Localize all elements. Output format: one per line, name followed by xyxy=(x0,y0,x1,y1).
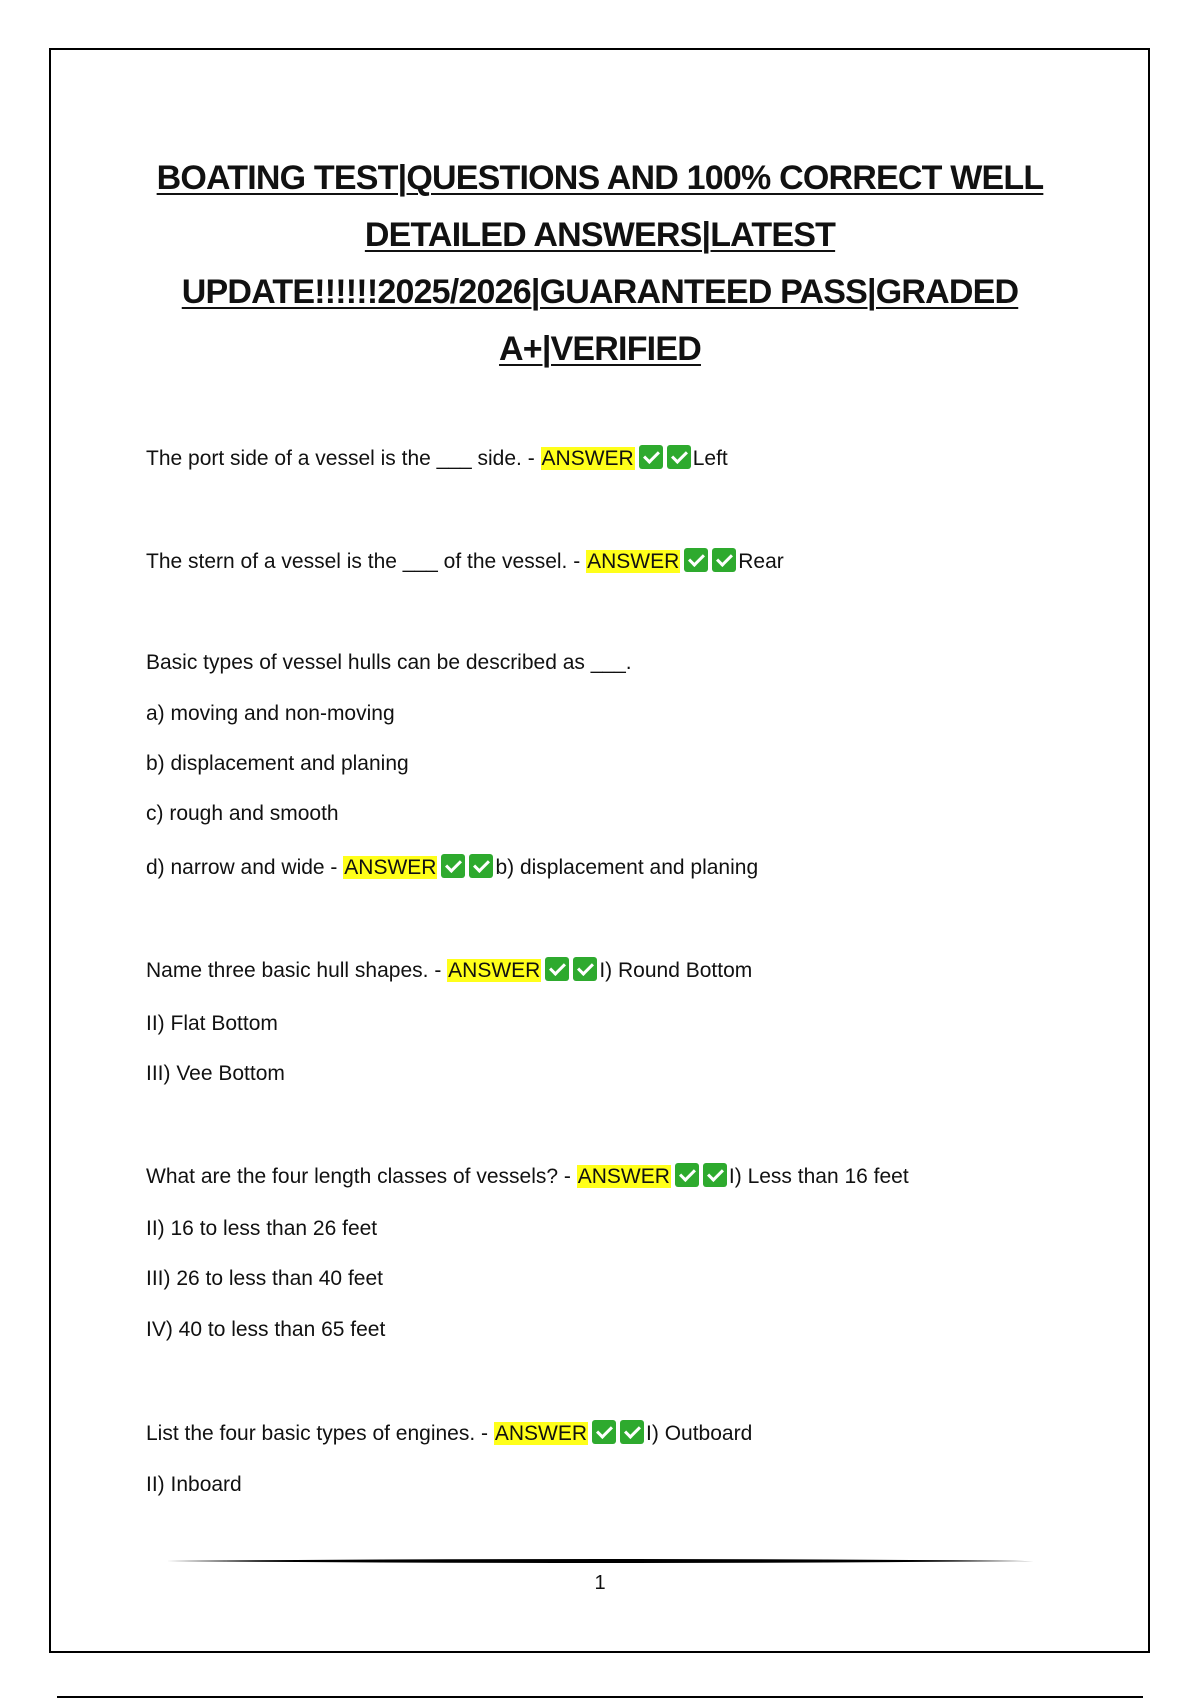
question-option: b) displacement and planing xyxy=(146,752,409,775)
green-check-box-icon xyxy=(441,854,465,878)
answer-label: ANSWER xyxy=(587,550,680,573)
answer-continuation: II) Inboard xyxy=(146,1473,242,1496)
qa-item xyxy=(146,547,784,577)
bottom-divider xyxy=(57,1696,1143,1698)
answer-label: ANSWER xyxy=(577,1165,670,1188)
qa-item xyxy=(146,444,728,474)
answer-continuation: IV) 40 to less than 65 feet xyxy=(146,1318,386,1341)
answer-continuation: II) 16 to less than 26 feet xyxy=(146,1217,378,1240)
question-text: What are the four length classes of vessels? - xyxy=(146,1165,577,1188)
green-check-box-icon xyxy=(712,548,736,572)
question-text: The stern of a vessel is the ___ of the vessel. - xyxy=(146,550,587,573)
page-number: 1 xyxy=(594,1572,606,1594)
green-check-box-icon xyxy=(573,957,597,981)
question-option: c) rough and smooth xyxy=(146,802,339,825)
green-check-box-icon xyxy=(592,1420,616,1444)
answer-text: b) displacement and planing xyxy=(495,856,759,879)
answer-text: I) Less than 16 feet xyxy=(728,1165,909,1188)
answer-label: ANSWER xyxy=(494,1422,588,1445)
answer-text: Left xyxy=(692,447,728,470)
document-title: BOATING TEST|QUESTIONS AND 100% CORRECT WELL DETAILED ANSWERS|LATEST UPDATE!!!!!!2025/2026|GUARANTEED PASS|GRADED A+|VERIFIED xyxy=(156,159,1044,368)
green-check-box-icon xyxy=(620,1420,644,1444)
question-text: The port side of a vessel is the ___ side. - xyxy=(146,447,541,470)
question-line: Basic types of vessel hulls can be described as ___. xyxy=(146,651,632,674)
answer-label: ANSWER xyxy=(448,959,541,982)
footer-divider xyxy=(166,1559,1034,1563)
answer-text: I) Round Bottom xyxy=(599,959,753,982)
answer-label: ANSWER xyxy=(344,856,437,879)
green-check-box-icon xyxy=(545,957,569,981)
answer-text: I) Outboard xyxy=(646,1422,753,1445)
green-check-box-icon xyxy=(469,854,493,878)
answer-continuation: II) Flat Bottom xyxy=(146,1012,278,1035)
qa-item xyxy=(146,853,758,883)
answer-continuation: III) Vee Bottom xyxy=(146,1062,285,1085)
green-check-box-icon xyxy=(667,445,691,469)
answer-continuation: III) 26 to less than 40 feet xyxy=(146,1267,383,1290)
qa-item xyxy=(146,1419,752,1449)
green-check-box-icon xyxy=(703,1163,727,1187)
question-text: Name three basic hull shapes. - xyxy=(146,959,448,982)
answer-label: ANSWER xyxy=(541,447,634,470)
question-text: List the four basic types of engines. - xyxy=(146,1422,494,1445)
green-check-box-icon xyxy=(675,1163,699,1187)
green-check-box-icon xyxy=(684,548,708,572)
question-text: d) narrow and wide - xyxy=(146,856,344,879)
green-check-box-icon xyxy=(639,445,663,469)
answer-text: Rear xyxy=(738,550,784,573)
question-option: a) moving and non-moving xyxy=(146,702,395,725)
qa-item xyxy=(146,956,752,986)
qa-item xyxy=(146,1162,909,1192)
